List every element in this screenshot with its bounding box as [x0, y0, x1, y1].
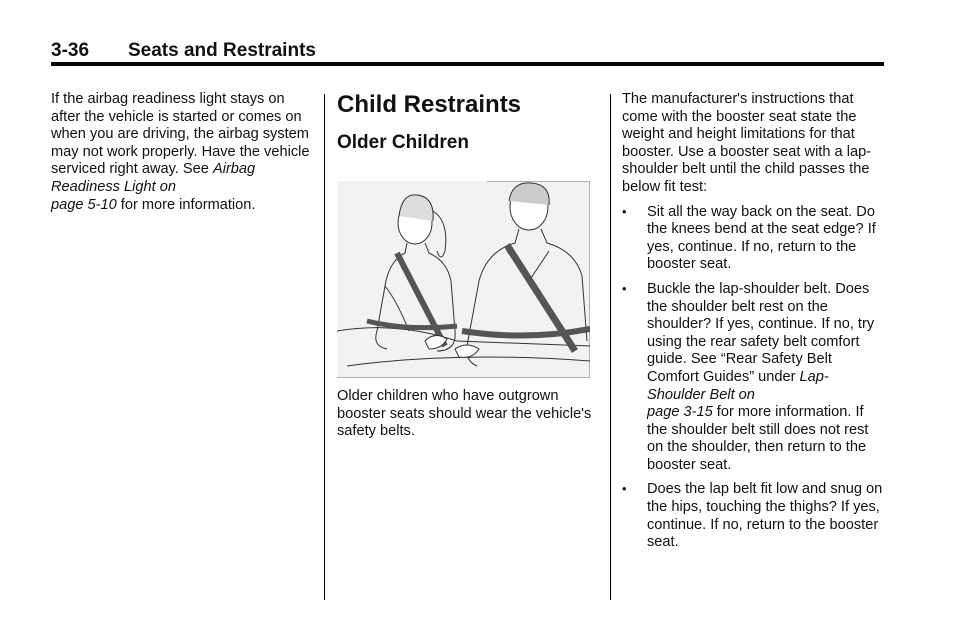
fit-test-step-2-after: for more information. If the shoulder belt still does not rest on the shoulder, then return to the booster seat.	[647, 404, 869, 473]
older-children-illustration	[337, 181, 590, 378]
list-item	[622, 204, 884, 274]
list-item	[622, 481, 884, 551]
page-header	[51, 38, 884, 64]
list-item	[622, 281, 884, 475]
older-children-subheading: Older Children	[337, 132, 469, 153]
fit-test-step-1: Sit all the way back on the seat. Do the knees bend at the seat edge? If yes, continue. If no, return to the booster seat.	[647, 203, 876, 273]
left-column	[51, 91, 313, 214]
page-number: 3-36	[51, 40, 90, 61]
child-restraints-heading: Child Restraints	[337, 91, 522, 118]
section-title: Seats and Restraints	[128, 40, 316, 61]
middle-column	[337, 91, 599, 441]
children-with-seatbelts-image	[337, 181, 590, 378]
older-children-caption: Older children who have outgrown booster seats should wear the vehicle's safety belts.	[337, 388, 592, 440]
fit-test-step-2: Buckle the lap-shoulder belt. Does the shoulder belt rest on the shoulder? If yes, continue. If no, try using the rear safety belt comfort guide. See “Rear Safety Belt Comfort Guides” under	[647, 280, 875, 385]
column-divider-left	[324, 94, 325, 600]
bullet-icon: •	[622, 481, 627, 497]
lap-shoulder-belt-reference-link[interactable]: Lap-Shoulder Belt on page 3-15	[647, 368, 829, 421]
header-rule	[51, 62, 884, 66]
bullet-icon: •	[622, 203, 627, 219]
airbag-reference-link[interactable]: Airbag Readiness Light on page 5-10	[51, 161, 256, 213]
bullet-icon: •	[622, 280, 627, 296]
airbag-paragraph	[51, 91, 313, 214]
booster-intro: The manufacturer's instructions that come with the booster seat state the weight and height limitations for that booster. Use a booster seat with a lap-shoulder belt until the child passes the below fit test:	[622, 91, 872, 195]
airbag-text: If the airbag readiness light stays on after the vehicle is started or comes on when you are driving, the airbag system may not work properly. Have the vehicle serviced right away. See	[51, 91, 310, 178]
column-divider-right	[610, 94, 611, 600]
airbag-text-after: for more information.	[120, 196, 256, 213]
fit-test-step-3: Does the lap belt fit low and snug on the hips, touching the thighs? If yes, continue. If no, return to the booster seat.	[647, 481, 883, 551]
fit-test-list	[622, 204, 884, 552]
right-column	[622, 91, 884, 559]
